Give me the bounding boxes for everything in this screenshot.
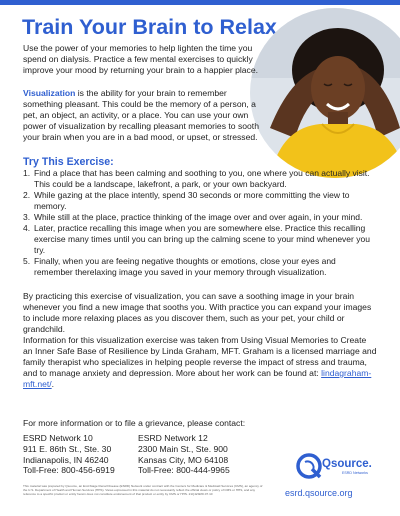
network-12-address — [138, 433, 263, 476]
step-text: Later, practice recalling this image when you are somewhere else. Practice this recalling exercise many times until you can bring up the calming scene to your mind whenever you try. — [34, 223, 370, 256]
step-number: 3. — [23, 212, 31, 223]
website-link[interactable]: esrd.qsource.org — [285, 488, 353, 498]
step-number: 1. — [23, 168, 31, 178]
visualization-paragraph — [23, 88, 265, 143]
exercise-step — [23, 212, 375, 223]
network-name: ESRD Network 10 — [23, 433, 93, 443]
intro-paragraph: Use the power of your memories to help lighten the time you spend on dialysis. Practice a few mental exercises to quickly improve your mood by returning your brain to a happier place. — [23, 43, 259, 75]
page-title: Train Your Brain to Relax — [22, 15, 277, 39]
network-street: 2300 Main St., Ste. 900 — [138, 443, 228, 454]
network-name: ESRD Network 12 — [138, 433, 208, 443]
network-city: Indianapolis, IN 46240 — [23, 454, 109, 465]
source-info-paragraph — [23, 335, 377, 390]
contact-lead: For more information or to file a grievance, please contact: — [23, 418, 246, 428]
network-10-address — [23, 433, 138, 476]
qsource-logo-icon — [296, 453, 322, 479]
step-text: Find a place that has been calming and soothing to you, one where you can actually visit. This could be a landscape, lakefront, a park, or your own backyard. — [34, 168, 370, 189]
link-period: . — [51, 379, 55, 389]
network-street: 911 E. 86th St., Ste. 30 — [23, 443, 112, 454]
network-phone: Toll-Free: 800-444-9965 — [138, 465, 230, 476]
disclaimer-fine-print: This material was prepared by Qsource, an End-Stage Renal Disease (ESRD) Network under contract with the Centers for Medicare & Medicaid Services (CMS), an agency of the U.S. Department of Health and Human Services (HHS). Views expressed in this material do not necessarily reflect the official views or policy of CMS or HHS, and any reference to a specific product or entity herein does not constitute endorsement of that product or entity by CMS or HHS. 21Q.ESRD.07.10 — [23, 484, 263, 496]
visualization-term: Visualization — [23, 88, 76, 98]
lindagraham-link[interactable]: lindagraham-mft.net/ — [23, 368, 372, 389]
exercise-step — [23, 223, 375, 255]
step-number: 2. — [23, 190, 31, 201]
exercise-step — [23, 256, 375, 278]
exercise-step — [23, 190, 375, 212]
step-number: 5. — [23, 256, 31, 267]
exercise-heading: Try This Exercise: — [23, 156, 114, 168]
practice-paragraph: By practicing this exercise of visualization, you can save a soothing image in your brain whenever you find a new image that sooths you. With practice you can expand your images to include more relaxing places as you discover them, such as your pet, your child or grandchild. — [23, 291, 372, 334]
step-text: While gazing at the place intently, spend 30 seconds or more committing the view to memory. — [34, 190, 350, 211]
exercise-step — [23, 168, 375, 190]
source-info-text: Information for this visualization exercise was taken from Using Visual Memories to Create an Inner Safe Base of Resilience by Linda Graham, MFT. Graham is a licensed marriage and family therapist who specializes in helping people reverse the impact of stress and trauma, and to manage anxiety and depression. More about her work can be found at: — [23, 335, 377, 378]
step-text: While still at the place, practice thinking of the image over and over again, in your mind. — [34, 212, 363, 223]
qsource-logo-text: Qsource. — [322, 458, 372, 470]
exercise-steps-list — [23, 168, 375, 278]
network-phone: Toll-Free: 800-456-6919 — [23, 465, 115, 476]
relaxing-woman-photo — [250, 8, 400, 178]
top-accent-bar — [0, 0, 400, 5]
step-text: Finally, when you are feeing negative thoughts or emotions, close your eyes and remember therelaxing image you saved in your memory through visualization. — [34, 256, 336, 278]
visualization-text: is the ability for your brain to remember something pleasant. This could be the memory of a person, a pet, an object, an activity, or a place. You can use your own power of visualization by recalling pleasant memories to sooth your brain when you are in a bad mood, or upset, or stressed. — [23, 88, 259, 142]
network-city: Kansas City, MO 64108 — [138, 454, 229, 465]
qsource-logo-subtitle: ESRD Networks — [342, 471, 368, 475]
step-number: 4. — [23, 223, 31, 234]
